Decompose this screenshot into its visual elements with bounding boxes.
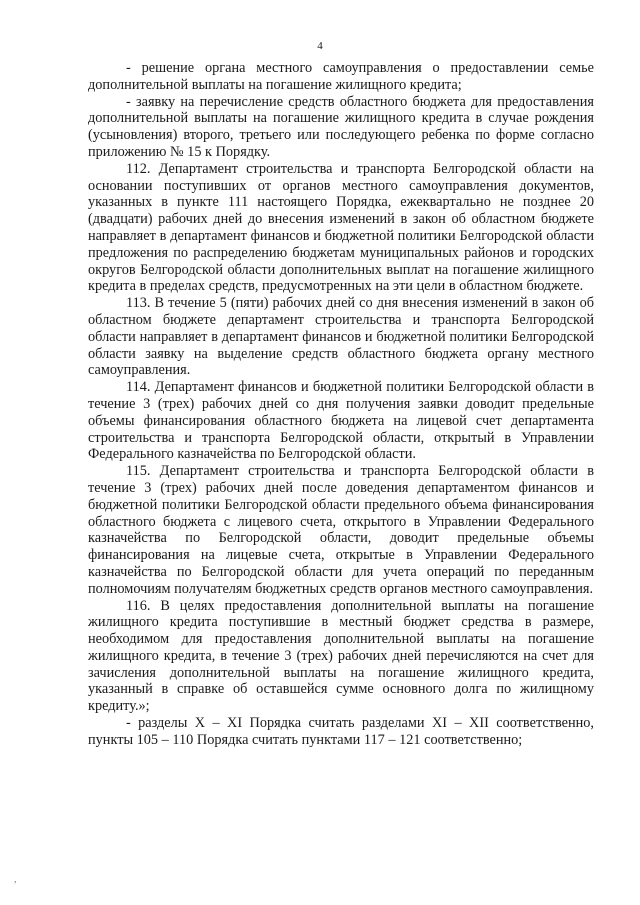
paragraph-bullet-decision: - решение органа местного самоуправления о предоставлении семье дополнительной выплаты на погашение жилищного кредита; [88,60,594,93]
scan-speck: , [14,874,17,885]
paragraph-115: 115. Департамент строительства и транспорта Белгородской области в течение 3 (трех) рабочих дней после доведения департаментом финансов и бюджетной политики Белгородской области предельного объема финансирования областного бюджета с лицевого счета, открытого в Управлении Федерального казначейства по Белгородской области, доводит предельные объемы финансирования на лицевые счета, открытые в Управлении Федерального казначейства по Белгородской области для учета операций по переданным полномочиям получателям бюджетных средств органов местного самоуправления. [88,463,594,597]
paragraph-112: 112. Департамент строительства и транспорта Белгородской области на основании поступивших от органов местного самоуправления документов, указанных в пункте 111 настоящего Порядка, ежеквартально не позднее 20 (двадцати) рабочих дней до внесения изменений в закон об областном бюджете направляет в департамент финансов и бюджетной политики Белгородской области предложения по распределению бюджетам муниципальных районов и городских округов Белгородской области дополнительных выплат на погашение жилищного кредита в пределах средств, предусмотренных на эти цели в областном бюджете. [88,160,594,295]
page-number: 4 [317,40,323,52]
paragraph-bullet-application: - заявку на перечисление средств областного бюджета для предоставления дополнительной выплаты на погашение жилищного кредита в случае рождения (усыновления) второго, третьего или последующего ребенка по форме согласно приложению № 15 к Порядку. [88,93,594,160]
document-body [88,60,594,749]
paragraph-113: 113. В течение 5 (пяти) рабочих дней со дня внесения изменений в закон об областном бюджете департамент строительства и транспорта Белгородской области направляет в департамент финансов и бюджетной политики Белгородской области заявку на выделение средств областного бюджета органу местного самоуправления. [88,295,594,379]
paragraph-renumbering: - разделы X – XI Порядка считать разделами XI – XII соответственно, пункты 105 – 110 Порядка считать пунктами 117 – 121 соответственно; [88,715,594,748]
paragraph-116: 116. В целях предоставления дополнительной выплаты на погашение жилищного кредита поступившие в местный бюджет средства в размере, необходимом для предоставления дополнительной выплаты на погашение жилищного кредита, в течение 3 (трех) рабочих дней перечисляются на счет для зачисления дополнительной выплаты на погашение жилищного кредита, указанный в справке об оставшейся сумме основного долга по жилищному кредиту.»; [88,597,594,715]
paragraph-114: 114. Департамент финансов и бюджетной политики Белгородской области в течение 3 (трех) рабочих дней со дня получения заявки доводит предельные объемы финансирования областного бюджета на лицевой счет департамента строительства и транспорта Белгородской области, открытый в Управлении Федерального казначейства по Белгородской области. [88,379,594,463]
